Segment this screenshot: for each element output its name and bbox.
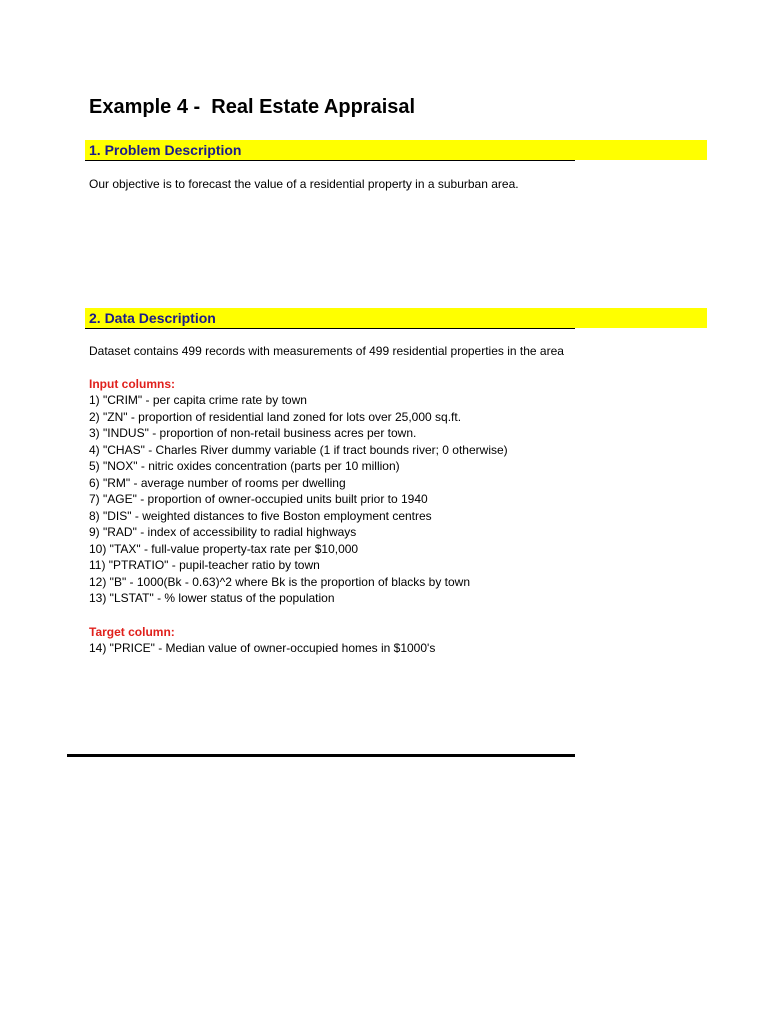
list-item: 7) "AGE" - proportion of owner-occupied units built prior to 1940 xyxy=(89,492,428,506)
input-columns-list xyxy=(89,392,508,607)
list-item: 3) "INDUS" - proportion of non-retail business acres per town. xyxy=(89,426,417,440)
list-item: 4) "CHAS" - Charles River dummy variable (1 if tract bounds river; 0 otherwise) xyxy=(89,442,508,457)
section-underline xyxy=(85,160,575,161)
section-data-description xyxy=(85,308,707,328)
list-item: 10) "TAX" - full-value property-tax rate per $10,000 xyxy=(89,541,359,556)
target-column-item: 14) "PRICE" - Median value of owner-occupied homes in $1000's xyxy=(89,641,436,655)
list-item: 2) "ZN" - proportion of residential land zoned for lots over 25,000 sq.ft. xyxy=(89,409,462,424)
list-item: 5) "NOX" - nitric oxides concentration (parts per 10 million) xyxy=(89,459,400,473)
target-column-label: Target column: xyxy=(89,625,175,639)
bottom-divider xyxy=(67,754,575,757)
section-problem-description xyxy=(85,140,707,160)
input-columns-label: Input columns: xyxy=(89,377,175,391)
list-item: 11) "PTRATIO" - pupil-teacher ratio by town xyxy=(89,558,320,572)
list-item: 1) "CRIM" - per capita crime rate by town xyxy=(89,393,307,407)
list-item: 8) "DIS" - weighted distances to five Boston employment centres xyxy=(89,508,432,523)
problem-text: Our objective is to forecast the value of a residential property in a suburban area. xyxy=(89,177,519,191)
section-heading: 1. Problem Description xyxy=(89,142,242,158)
section-underline xyxy=(85,328,575,329)
dataset-intro: Dataset contains 499 records with measurements of 499 residential properties in the area xyxy=(89,344,564,358)
list-item: 6) "RM" - average number of rooms per dwelling xyxy=(89,475,346,490)
section-heading: 2. Data Description xyxy=(89,310,216,326)
list-item: 13) "LSTAT" - % lower status of the population xyxy=(89,591,335,605)
page-title: Example 4 - Real Estate Appraisal xyxy=(89,96,416,118)
list-item: 9) "RAD" - index of accessibility to radial highways xyxy=(89,525,357,539)
list-item: 12) "B" - 1000(Bk - 0.63)^2 where Bk is the proportion of blacks by town xyxy=(89,574,470,589)
